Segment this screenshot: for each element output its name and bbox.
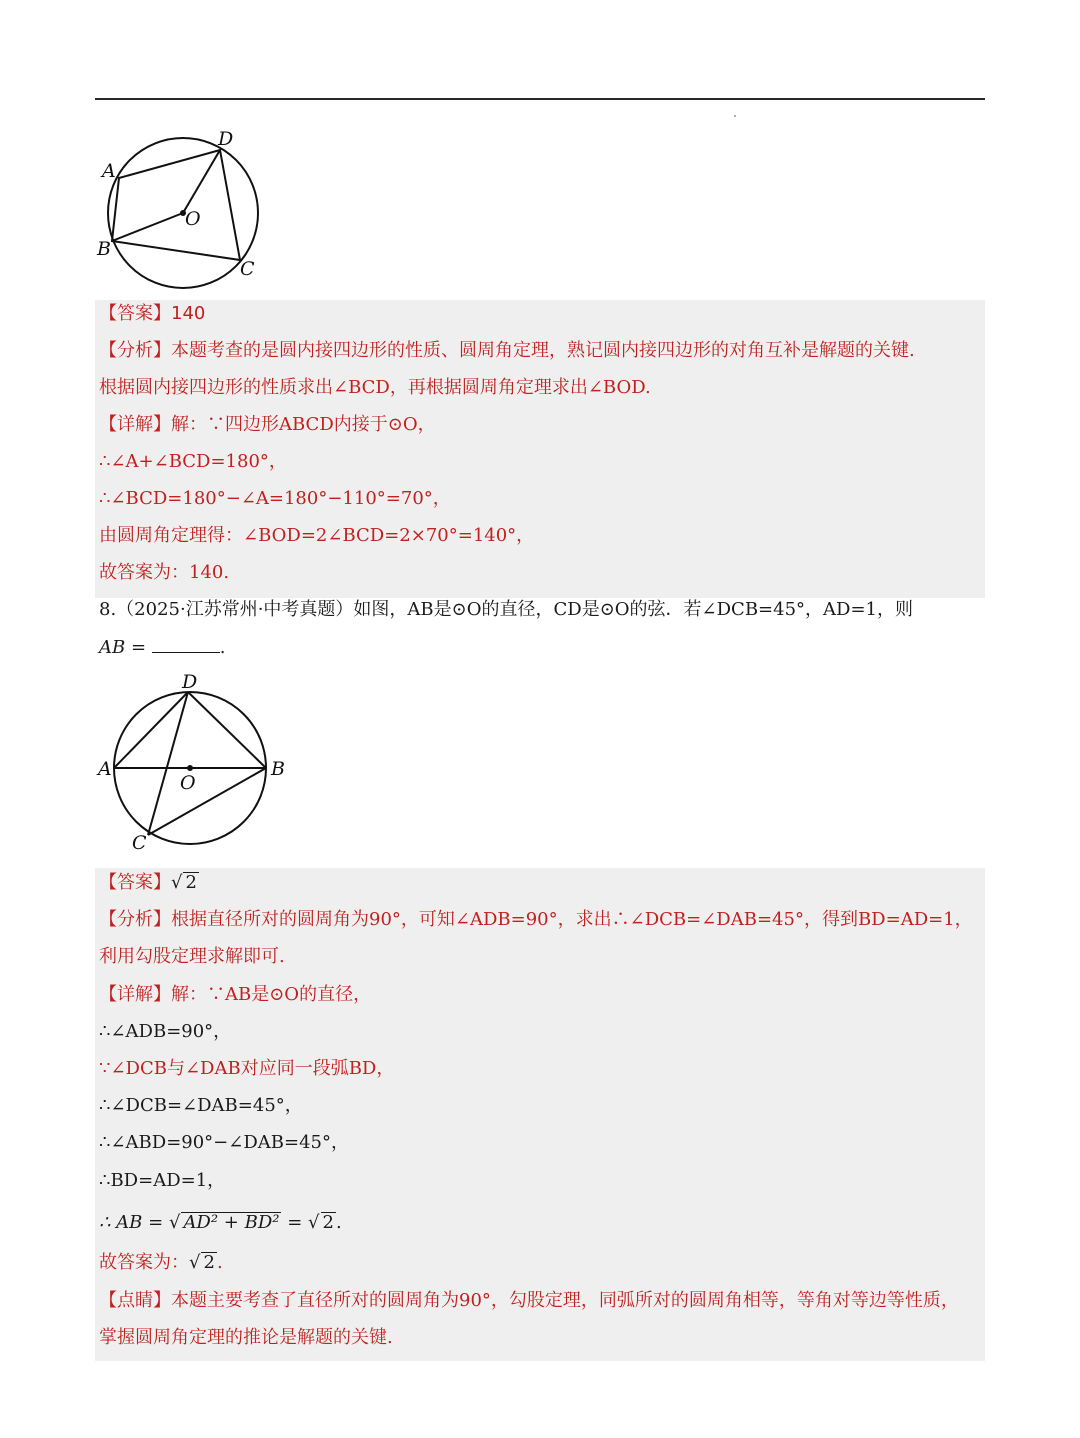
comment-text: 掌握圆周角定理的推论是解题的关键. [99, 1327, 393, 1348]
center-dot [187, 765, 193, 771]
chord-db [188, 692, 266, 768]
detail-line-1d [99, 524, 534, 548]
answer-tag: 【答案】 [99, 872, 171, 893]
detail-text: ∴∠A+∠BCD=180°， [99, 451, 287, 472]
detail-text: ∴∠DCB=∠DAB=45°， [99, 1095, 303, 1116]
detail-text: 解：∵AB是⊙O的直径， [171, 984, 372, 1005]
analysis-text: 根据直径所对的圆周角为90°，可知∠ADB=90°，求出∴∠DCB=∠DAB=45°，得到BD=AD=1， [171, 909, 973, 930]
sqrt-sign: √ [171, 872, 183, 893]
label-d: D [182, 671, 198, 693]
chord-cb [148, 768, 266, 835]
sqrt-sign: √ [308, 1212, 320, 1233]
final-radicand: 2 [203, 1252, 215, 1273]
question-8-line-1 [99, 598, 913, 622]
label-b: B [271, 758, 285, 780]
detail-text: 解：∵四边形ABCD内接于⊙O， [171, 414, 436, 435]
analysis-line-1a [99, 339, 915, 363]
equation-equals: = [287, 1212, 303, 1233]
detail-line-1a [99, 413, 436, 437]
detail-text: ∴∠ADB=90°， [99, 1021, 232, 1042]
label-o: O [180, 772, 196, 794]
detail-tag: 【详解】 [99, 414, 171, 435]
answer-tag: 【答案】 [99, 303, 171, 324]
label-c: C [132, 832, 147, 854]
equation-prefix: ∴ AB = [99, 1212, 164, 1233]
final-prefix: 故答案为： [99, 1252, 189, 1273]
question-8-line-2 [99, 636, 226, 660]
scan-dot [734, 115, 736, 117]
detail-line-2f [99, 1169, 225, 1193]
answer-blank [152, 636, 220, 653]
analysis-tag: 【分析】 [99, 340, 171, 361]
label-b: B [97, 238, 111, 260]
segment-ob [112, 213, 183, 241]
analysis-tag: 【分析】 [99, 909, 171, 930]
final-answer-2 [99, 1251, 223, 1275]
detail-text: ∵∠DCB与∠DAB对应同一段弧BD， [99, 1058, 395, 1079]
question-text: 8.（2025·江苏常州·中考真题）如图，AB是⊙O的直径，CD是⊙O的弦．若∠DCB=45°，AD=1，则 [99, 599, 913, 620]
sqrt-sign: √ [189, 1252, 201, 1273]
equation-result: 2 [322, 1212, 334, 1233]
header-rule [95, 98, 985, 100]
detail-line-2c [99, 1057, 394, 1081]
question-prefix: AB = [99, 637, 147, 658]
comment-tag: 【点睛】 [99, 1290, 171, 1311]
answer-value: 140 [171, 303, 206, 324]
sqrt-sign: √ [168, 1212, 181, 1233]
label-a: A [102, 160, 116, 182]
analysis-line-2a [99, 908, 973, 932]
comment-text: 本题主要考查了直径所对的圆周角为90°，勾股定理，同弧所对的圆周角相等，等角对等边等性质， [171, 1290, 959, 1311]
quadrilateral-abcd [112, 150, 240, 260]
detail-line-2e [99, 1131, 349, 1155]
detail-line-1b [99, 450, 287, 474]
detail-line-2d [99, 1094, 303, 1118]
figure-diameter-circle [92, 668, 292, 858]
detail-line-2g [99, 1211, 342, 1235]
comment-line-2a [99, 1289, 959, 1313]
analysis-text: 利用勾股定理求解即可. [99, 946, 285, 967]
label-d: D [218, 128, 234, 150]
final-text: 故答案为：140. [99, 562, 230, 583]
detail-line-1c [99, 487, 451, 511]
detail-line-2a [99, 983, 371, 1007]
answer-line-2 [99, 871, 199, 895]
equation-radicand: AD² + BD² [183, 1212, 280, 1233]
detail-text: ∴BD=AD=1， [99, 1170, 226, 1191]
answer-radicand: 2 [185, 872, 197, 893]
question-suffix: . [219, 637, 226, 658]
answer-line-1 [99, 302, 205, 326]
label-a: A [98, 758, 112, 780]
detail-tag: 【详解】 [99, 984, 171, 1005]
final-suffix: . [216, 1252, 223, 1273]
detail-text: ∴∠ABD=90°−∠DAB=45°， [99, 1132, 349, 1153]
analysis-text: 根据圆内接四边形的性质求出∠BCD，再根据圆周角定理求出∠BOD. [99, 377, 651, 398]
label-c: C [240, 258, 255, 280]
comment-line-2b [99, 1326, 393, 1350]
figure-inscribed-quadrilateral [90, 125, 270, 295]
final-answer-1 [99, 561, 229, 585]
detail-text: ∴∠BCD=180°−∠A=180°−110°=70°， [99, 488, 451, 509]
analysis-text: 本题考查的是圆内接四边形的性质、圆周角定理，熟记圆内接四边形的对角互补是解题的关键. [171, 340, 915, 361]
equation-suffix: . [335, 1212, 342, 1233]
detail-text: 由圆周角定理得：∠BOD=2∠BCD=2×70°=140°， [99, 525, 535, 546]
detail-line-2b [99, 1020, 231, 1044]
analysis-line-1b [99, 376, 651, 400]
label-o: O [185, 208, 201, 230]
analysis-line-2b [99, 945, 285, 969]
